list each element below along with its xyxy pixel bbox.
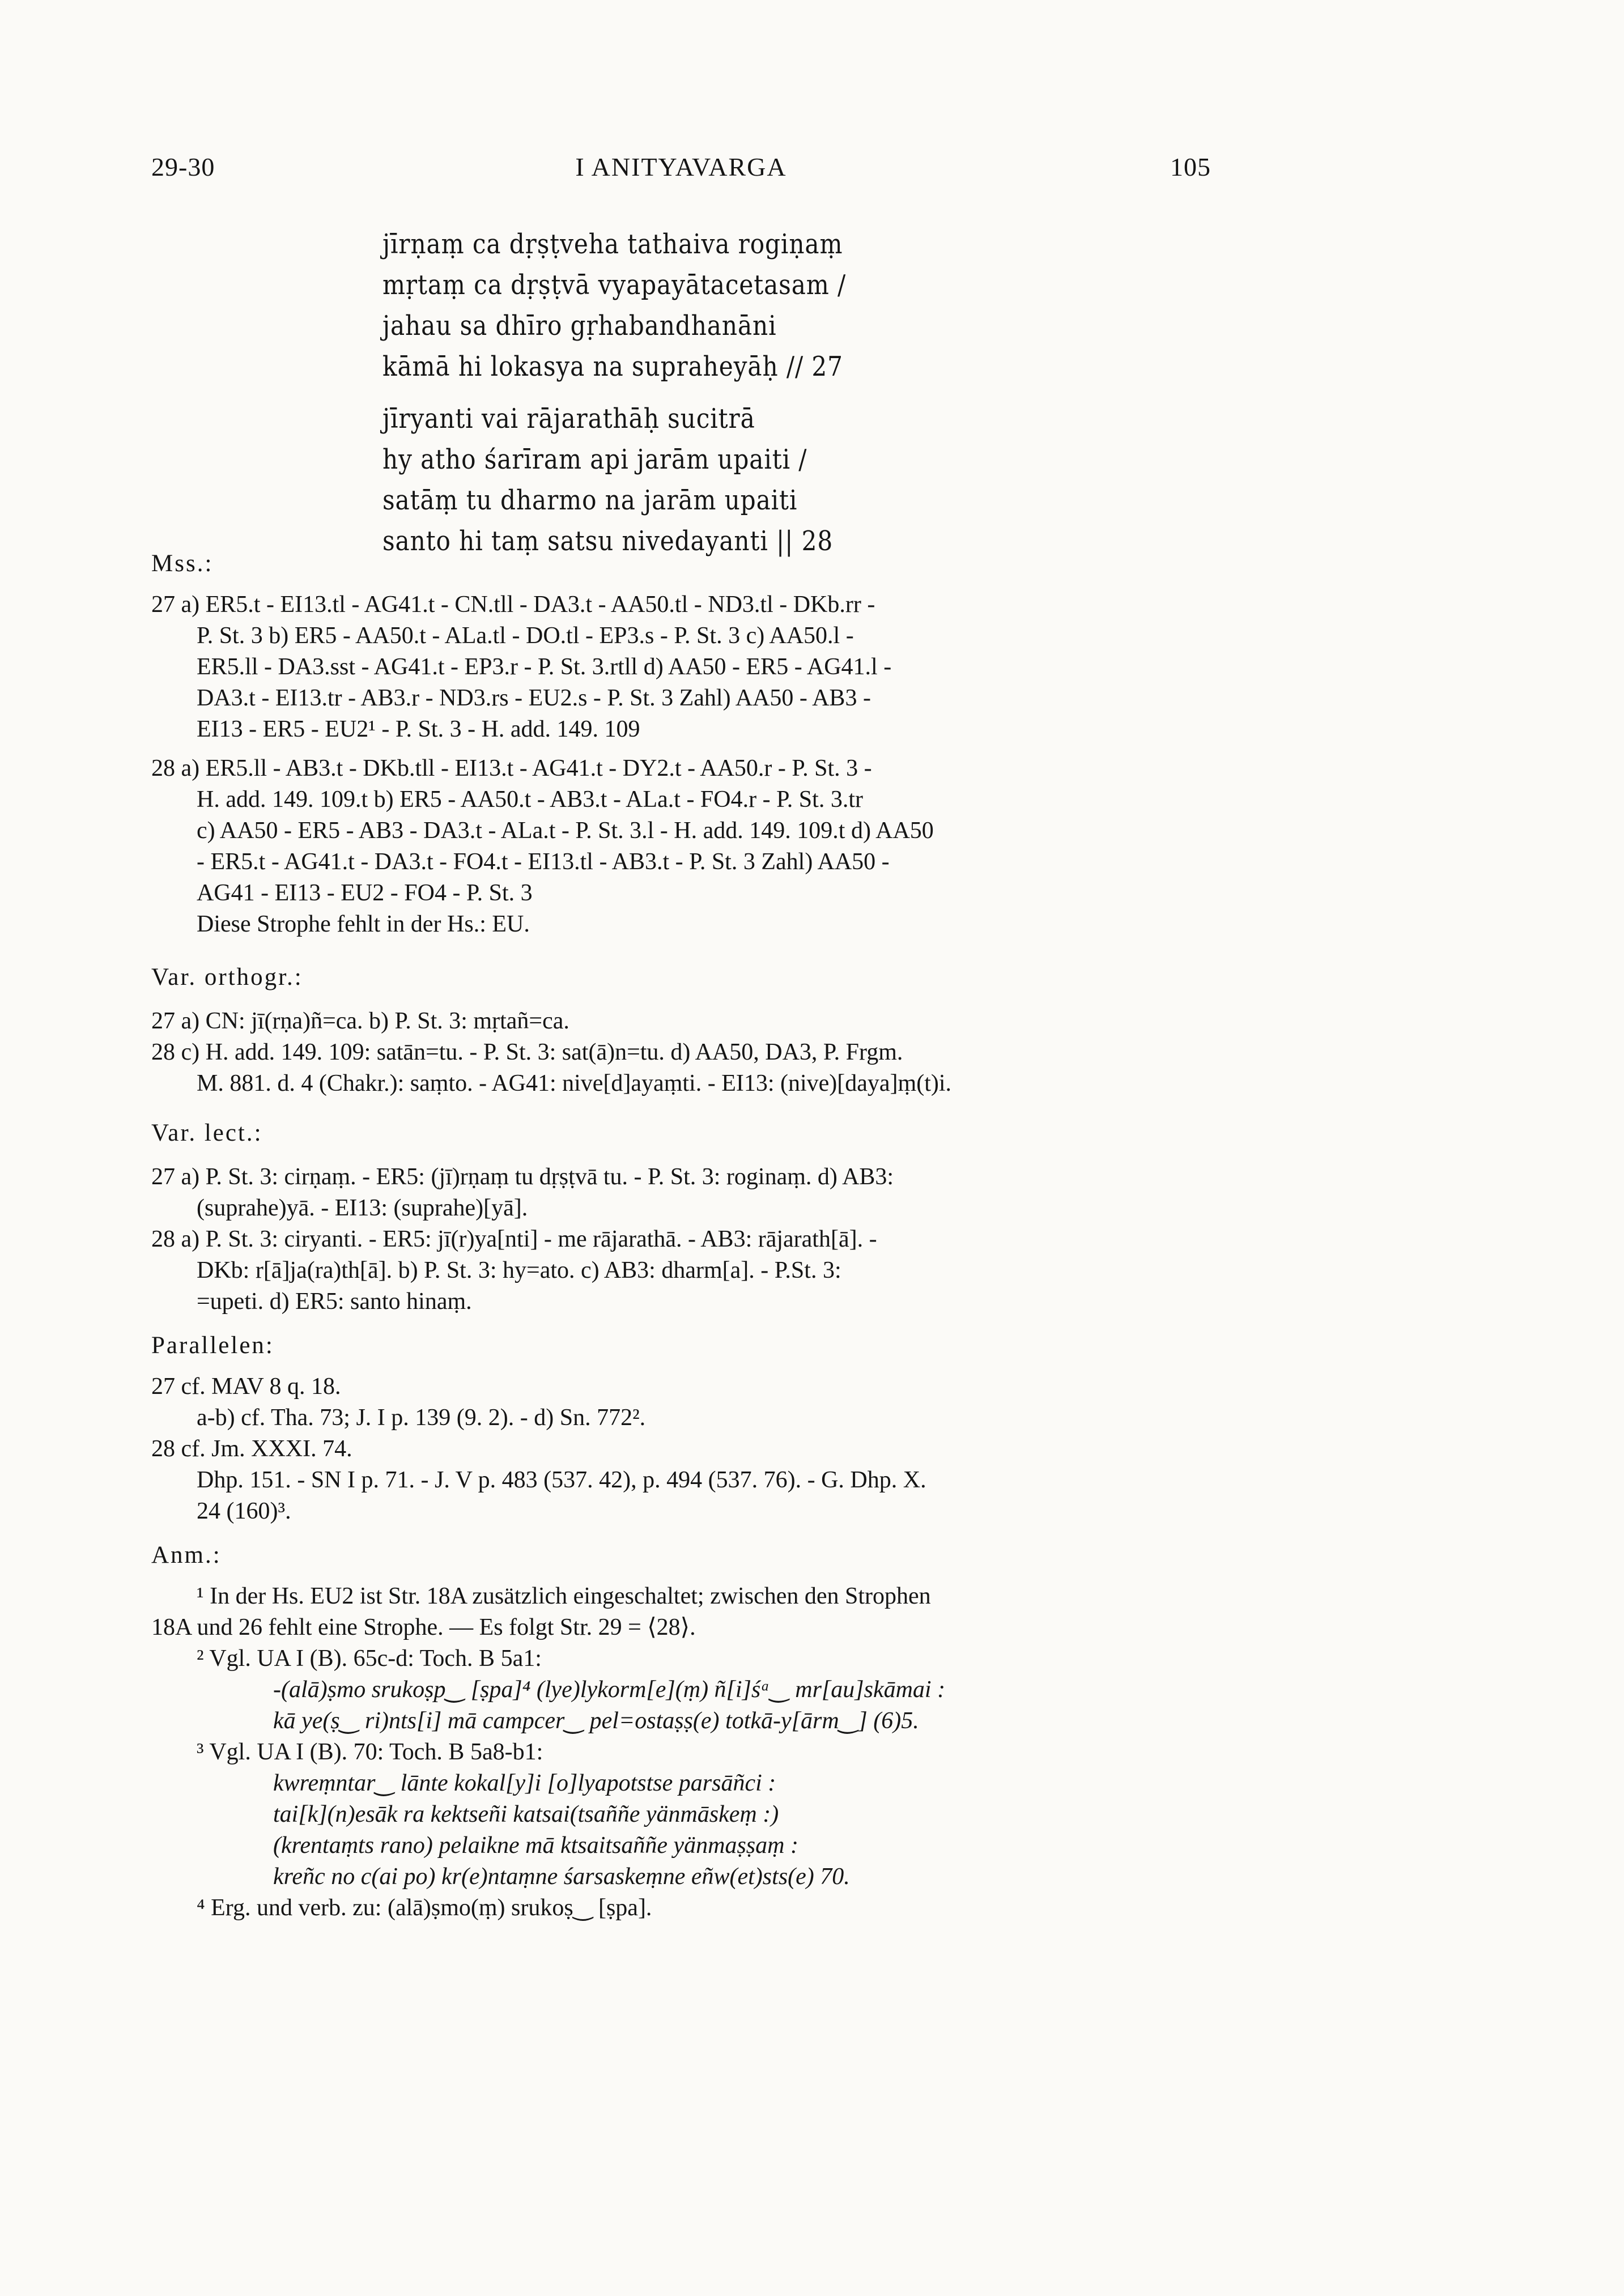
verse-line: kāmā hi lokasya na supraheyāḥ // 27 — [382, 351, 843, 382]
running-header — [151, 152, 1211, 192]
footnote-1: ¹ In der Hs. EU2 ist Str. 18A zusätzlich eingeschaltet; zwischen den Strophen — [197, 1583, 931, 1609]
parallel-line: a-b) cf. Tha. 73; J. I p. 139 (9. 2). - d) Sn. 772². — [197, 1405, 646, 1431]
mss-note: Diese Strophe fehlt in der Hs.: EU. — [197, 911, 530, 937]
verse-line: satāṃ tu dharmo na jarām upaiti — [382, 484, 798, 516]
mss-label: Mss.: — [151, 550, 214, 577]
mss-line: ER5.ll - DA3.sst - AG41.t - EP3.r - P. St. 3.rtll d) AA50 - ER5 - AG41.l - — [197, 654, 892, 680]
mss-line: DA3.t - EI13.tr - AB3.r - ND3.rs - EU2.s - P. St. 3 Zahl) AA50 - AB3 - — [197, 685, 871, 711]
orthogr-label: Var. orthogr.: — [151, 964, 303, 990]
orthogr-line: 27 a) CN: jī(rṇa)ñ=ca. b) P. St. 3: mṛtañ=ca. — [151, 1008, 569, 1034]
mss-line: EI13 - ER5 - EU2¹ - P. St. 3 - H. add. 149. 109 — [197, 716, 640, 742]
tocharian-line: -(alā)ṣmo srukoṣp‿ [ṣpa]⁴ (lye)lykorm[e](ṃ) ñ[i]śᵃ‿ mr[au]skāmai : — [273, 1677, 946, 1703]
mss-section — [151, 589, 1217, 940]
page-number: 105 — [1170, 152, 1211, 181]
parallel-line: 27 cf. MAV 8 q. 18. — [151, 1374, 341, 1400]
verse-line: hy atho śarīram api jarām upaiti / — [382, 444, 807, 475]
tocharian-line: kwreṃntar‿ lānte kokal[y]i [o]lyapotstse parsāñci : — [273, 1770, 776, 1796]
lect-line: 28 a) P. St. 3: ciryanti. - ER5: jī(r)ya[nti] - me rājarathā. - AB3: rājarath[ā]. - — [151, 1226, 877, 1252]
mss-line: 27 a) ER5.t - EI13.tl - AG41.t - CN.tll - DA3.t - AA50.tl - ND3.tl - DKb.rr - — [151, 592, 875, 618]
tocharian-line: kā ye(ṣ‿ ri)nts[i] mā campcer‿ pel=ostaṣṣ(e) totkā-y[ārm‿] (6)5. — [273, 1708, 919, 1734]
lect-label: Var. lect.: — [151, 1120, 263, 1146]
mss-line: c) AA50 - ER5 - AB3 - DA3.t - ALa.t - P. St. 3.l - H. add. 149. 109.t d) AA50 — [197, 818, 934, 844]
parallel-line: Dhp. 151. - SN I p. 71. - J. V p. 483 (537. 42), p. 494 (537. 76). - G. Dhp. X. — [197, 1467, 926, 1493]
parallel-line: 24 (160)³. — [197, 1498, 291, 1524]
verse-28 — [382, 398, 1031, 562]
mss-line: H. add. 149. 109.t b) ER5 - AA50.t - AB3.t - ALa.t - FO4.r - P. St. 3.tr — [197, 786, 863, 813]
orthogr-line: 28 c) H. add. 149. 109: satān=tu. - P. St. 3: sat(ā)n=tu. d) AA50, DA3, P. Frgm. — [151, 1039, 903, 1065]
mss-line: P. St. 3 b) ER5 - AA50.t - ALa.tl - DO.tl - EP3.s - P. St. 3 c) AA50.l - — [197, 623, 854, 649]
lect-line: DKb: r[ā]ja(ra)th[ā]. b) P. St. 3: hy=ato. c) AB3: dharm[a]. - P.St. 3: — [197, 1257, 841, 1283]
parallel-line: 28 cf. Jm. XXXI. 74. — [151, 1436, 352, 1462]
mss-line: AG41 - EI13 - EU2 - FO4 - P. St. 3 — [197, 880, 533, 906]
verse-block — [382, 224, 1031, 562]
mss-line: - ER5.t - AG41.t - DA3.t - FO4.t - EI13.tl - AB3.t - P. St. 3 Zahl) AA50 - — [197, 849, 890, 875]
mss-line: 28 a) ER5.ll - AB3.t - DKb.tll - EI13.t - AG41.t - DY2.t - AA50.r - P. St. 3 - — [151, 755, 872, 781]
verse-line: jahau sa dhīro gṛhabandhanāni — [382, 310, 777, 342]
lect-line: 27 a) P. St. 3: cirṇaṃ. - ER5: (jī)rṇaṃ tu dṛṣṭvā tu. - P. St. 3: roginaṃ. d) AB3: — [151, 1164, 894, 1190]
anm-section — [151, 1581, 1217, 1924]
footnote-3: ³ Vgl. UA I (B). 70: Toch. B 5a8-b1: — [197, 1739, 543, 1765]
chapter-title: I ANITYAVARGA — [575, 152, 787, 181]
tocharian-line: tai[k](n)esāk ra kektseñi katsai(tsaññe yänmāskeṃ :) — [273, 1801, 779, 1827]
footnote-4: ⁴ Erg. und verb. zu: (alā)ṣmo(ṃ) srukoṣ‿ [ṣpa]. — [197, 1895, 652, 1921]
verse-line: jīryanti vai rājarathāḥ sucitrā — [382, 403, 755, 435]
tocharian-line: (krentaṃts rano) pelaikne mā ktsaitsaññe yänmaṣṣaṃ : — [273, 1832, 798, 1859]
anm-label: Anm.: — [151, 1542, 222, 1568]
verse-line: santo hi taṃ satsu nivedayanti || 28 — [382, 525, 834, 557]
parallelen-label: Parallelen: — [151, 1332, 274, 1359]
lect-section — [151, 1162, 1217, 1317]
footnote-2: ² Vgl. UA I (B). 65c-d: Toch. B 5a1: — [197, 1646, 542, 1672]
orthogr-line: M. 881. d. 4 (Chakr.): saṃto. - AG41: nive[d]ayaṃti. - EI13: (nive)[daya]ṃ(t)i. — [197, 1070, 952, 1096]
orthogr-section — [151, 1006, 1217, 1099]
lect-line: =upeti. d) ER5: santo hinaṃ. — [197, 1289, 472, 1315]
page-range: 29-30 — [151, 152, 215, 181]
lect-line: (suprahe)yā. - EI13: (suprahe)[yā]. — [197, 1195, 528, 1221]
verse-line: mṛtaṃ ca dṛṣṭvā vyapayātacetasam / — [382, 269, 847, 301]
verse-27 — [382, 224, 1031, 387]
tocharian-line: kreñc no c(ai po) kr(e)ntaṃne śarsaskeṃne eñw(et)sts(e) 70. — [273, 1864, 850, 1890]
parallelen-section — [151, 1371, 1217, 1527]
footnote-1-cont: 18A und 26 fehlt eine Strophe. — Es folgt Str. 29 = ⟨28⟩. — [151, 1614, 696, 1640]
verse-line: jīrṇaṃ ca dṛṣṭveha tathaiva rogiṇaṃ — [382, 228, 843, 260]
